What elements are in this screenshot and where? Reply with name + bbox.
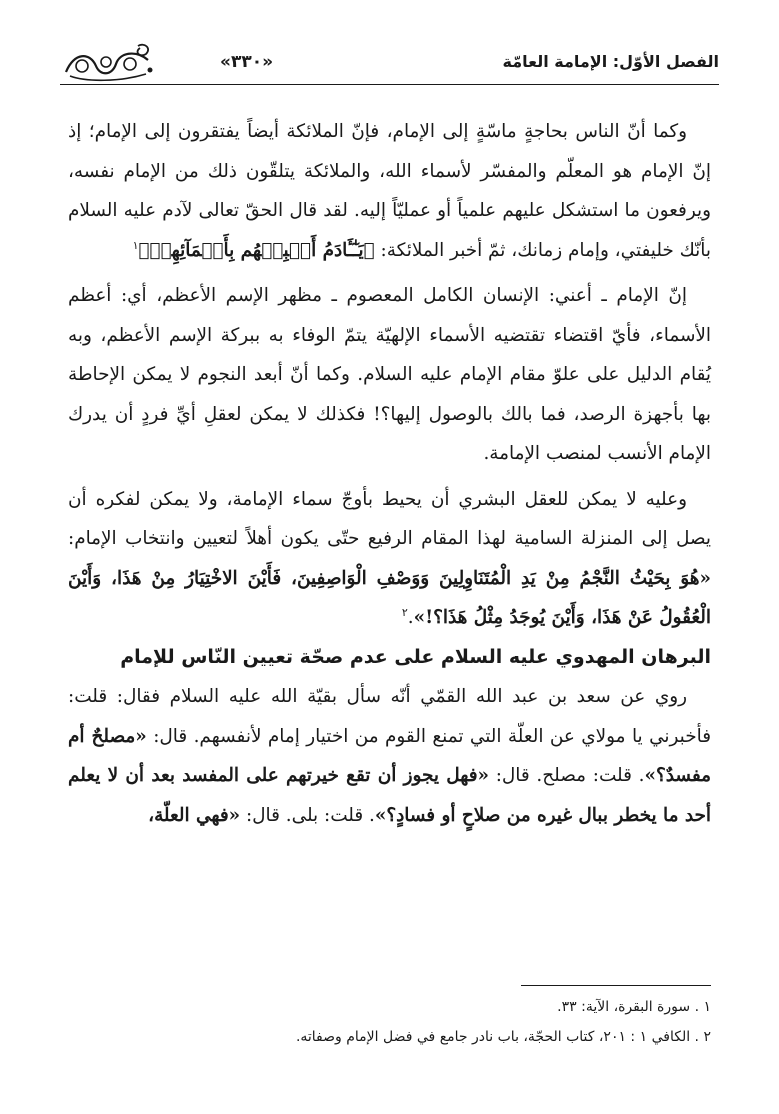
hadith-quote: «هُوَ بِحَيْثُ النَّجْمُ مِنْ يَدِ الْمُتَنَاوِلِينَ وَوَصْفِ الْوَاصِفِينَ، فَأَيْنَ الاخْتِيَارُ مِنْ هَذَا، وَأَيْنَ الْعُقُولُ عَنْ هَذَا، وَأَيْنَ يُوجَدُ مِثْلُ هَذَا؟!»	[68, 567, 711, 628]
paragraph-4-text-b: . قلت: مصلح. قال:	[495, 765, 645, 786]
footnote-1: ١ . سورة البقرة، الآية: ٣٣.	[557, 999, 711, 1015]
paragraph-3	[68, 480, 711, 638]
paragraph-4-text-a: روي عن سعد بن عبد الله القمّي أنّه سأل بقيّة الله عليه السلام فقال: قلت: فأخبرني يا مولاي عن العلّة التي تمنع القوم من اختيار إمام لأنفسهم. قال:	[68, 686, 711, 747]
paragraph-4	[68, 677, 711, 835]
decorative-ornament-icon	[60, 38, 156, 84]
quran-verse: ﴿يَـٰٓـَٔادَمُ أَنۢبِئۡهُم بِأَسۡمَآئِهِمۡ﴾	[138, 239, 375, 261]
page-body	[68, 112, 711, 835]
paragraph-3-end: .	[407, 607, 414, 628]
footnote-divider	[521, 985, 711, 986]
page-header	[60, 38, 719, 86]
footnotes	[68, 985, 711, 1052]
quote-1: «مصلحٌ أم مفسدٌ؟»	[68, 725, 711, 786]
header-divider	[60, 84, 719, 85]
paragraph-1-text: وكما أنّ الناس بحاجةٍ ماسّةٍ إلى الإمام، فإنّ الملائكة أيضاً يفتقرون إلى الإمام؛ إذ إنّ الإمام هو المعلّم والمفسّر لأسماء الله، والملائكة يتلقّون ذلك من الإمام نفسه، ويرفعون ما استشكل عليهم علمياً أو عمليّاً إليه. لقد قال الحقّ تعالى لآدم عليه السلام بأنّك خليفتي، وإمام زمانك، ثمّ أخبر الملائكة:	[68, 121, 711, 261]
section-heading: البرهان المهدوي عليه السلام على عدم صحّة تعيين النّاس للإمام	[120, 645, 711, 668]
paragraph-2: إنّ الإمام ـ أعني: الإنسان الكامل المعصوم ـ مظهر الإسم الأعظم، أي: أعظم الأسماء، فأيّ اقتضاء تقتضيه الأسماء الإلهيّة يتمّ الوفاء به ببركة الإسم الأعظم، وبه يُقام الدليل على علوّ مقام الإمام عليه السلام. وكما أنّ أبعد النجوم لا يمكن الإحاطة بها بأجهزة الرصد، فما بالك بالوصول إليها؟! فكذلك لا يمكن لعقلِ أيِّ فردٍ أن يدرك الإمام الأنسب لمنصب الإمامة.	[68, 285, 711, 464]
footnote-2: ٢ . الكافي ١ : ٢٠١، كتاب الحجّة، باب نادر جامع في فضل الإمام وصفاته.	[295, 1029, 711, 1045]
quote-3: «فهي العلّة،	[148, 804, 241, 826]
chapter-title: الفصل الأوّل: الإمامة العامّة	[502, 52, 719, 71]
paragraph-4-text-c: . قلت: بلى. قال:	[245, 804, 375, 826]
paragraph-1	[68, 112, 711, 270]
paragraph-3-text: وعليه لا يمكن للعقل البشري أن يحيط بأوجّ سماء الإمامة، ولا يمكن لفكره أن يصل إلى المنزلة السامية لهذا المقام الرفيع حتّى يكون أهلاً لتعيين وانتخاب الإمام:	[68, 488, 711, 549]
footnote-ref-1[interactable]: ١	[132, 238, 139, 252]
quote-2: «فهل يجوز أن تقع خيرتهم على المفسد بعد أن لا يعلم أحد ما يخطر ببال غيره من صلاحٍ أو فسادٍ؟»	[68, 765, 711, 826]
page-number: «٣٣٠»	[220, 52, 274, 72]
footnote-ref-2[interactable]: ٢	[401, 605, 408, 619]
